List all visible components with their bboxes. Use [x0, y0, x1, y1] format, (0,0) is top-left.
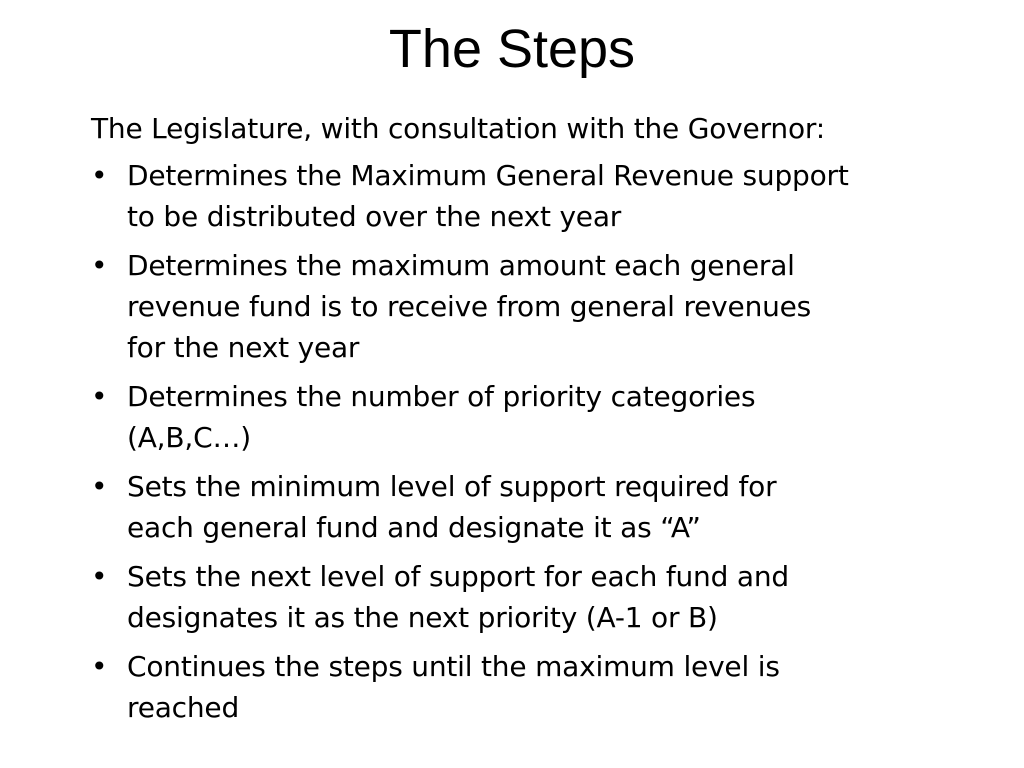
bullet-text-line: Determines the maximum amount each general — [127, 249, 795, 282]
bullet-icon: • — [91, 249, 108, 282]
bullet-item — [91, 376, 951, 458]
bullet-icon: • — [91, 650, 108, 683]
bullet-text-line: Sets the next level of support for each fund and — [127, 560, 789, 593]
intro-text: The Legislature, with consultation with the Governor: — [91, 112, 825, 145]
bullet-text-line: (A,B,C…) — [127, 421, 251, 454]
bullet-icon: • — [91, 159, 108, 192]
slide-title: The Steps — [388, 19, 636, 79]
bullet-text-line: Continues the steps until the maximum level is — [127, 650, 780, 683]
bullet-text-line: Determines the number of priority categories — [127, 380, 756, 413]
bullet-item — [91, 245, 951, 368]
bullet-list — [91, 155, 951, 728]
bullet-icon: • — [91, 470, 108, 503]
bullet-item — [91, 556, 951, 638]
bullet-text-line: revenue fund is to receive from general revenues — [127, 290, 812, 323]
bullet-text-line: to be distributed over the next year — [127, 200, 622, 233]
bullet-icon: • — [91, 560, 108, 593]
slide-content — [91, 108, 951, 736]
bullet-item — [91, 646, 951, 728]
bullet-item — [91, 155, 951, 237]
bullet-text-line: reached — [127, 691, 240, 724]
bullet-text-line: Sets the minimum level of support required for — [127, 470, 777, 503]
bullet-item — [91, 466, 951, 548]
bullet-text-line: for the next year — [127, 331, 360, 364]
bullet-text-line: each general fund and designate it as “A” — [127, 511, 701, 544]
bullet-text-line: designates it as the next priority (A-1 or B) — [127, 601, 718, 634]
bullet-text-line: Determines the Maximum General Revenue support — [127, 159, 849, 192]
bullet-icon: • — [91, 380, 108, 413]
